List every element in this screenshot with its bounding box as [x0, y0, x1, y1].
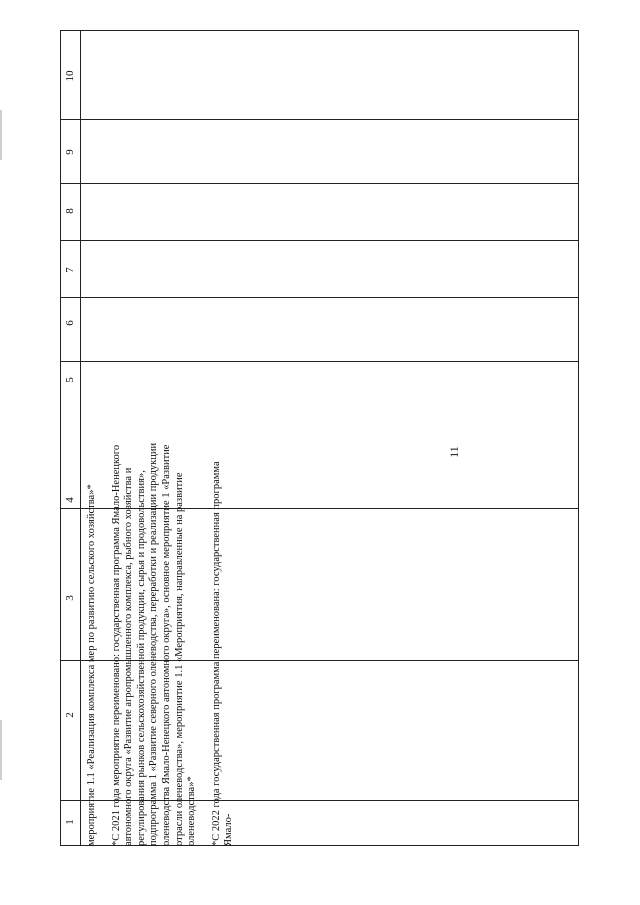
col-sep-6-7 — [60, 240, 579, 241]
col-sep-7-8 — [60, 183, 579, 184]
column-4-content — [86, 428, 236, 846]
column-4-paragraph-1: мероприятие 1.1 «Реализация комплекса мер по развитию сельского хозяйства»* — [86, 484, 97, 846]
scan-mark-top — [0, 110, 2, 160]
column-number-5: 5 — [64, 377, 76, 383]
table-border-top — [60, 30, 579, 31]
scan-mark-bottom — [0, 720, 2, 780]
col-sep-9-10 — [60, 30, 61, 31]
column-4-paragraph-2: *С 2021 года мероприятие переименовано: государственная программа Ямало-Ненецкого автономного округа «Развитие агропромышленного комплекса, рыбного хозяйства и регулирования рынков сельскохозяйственной продукции, сырья и продовольствия», подпрограмма 1 «Развитие северного оленеводства, переработки и реализации продукции оленеводства Ямало-Ненецкого автономного округа», основное мероприятие 1 «Развитие отрасли оленеводства», мероприятие 1.1 «Мероприятия, направленные на развитие оленеводства»* — [110, 442, 198, 846]
column-number-4: 4 — [64, 497, 76, 503]
column-4-paragraph-3: *С 2022 года государственная программа переименована: государственная программа Ямало- — [210, 461, 235, 846]
column-number-6: 6 — [64, 320, 76, 326]
column-number-2: 2 — [64, 712, 76, 718]
column-number-9: 9 — [64, 149, 76, 155]
header-divider — [80, 30, 81, 846]
column-number-10: 10 — [64, 70, 76, 82]
page-number: 11 — [447, 446, 461, 458]
column-number-3: 3 — [64, 595, 76, 601]
col-sep-4-5 — [60, 361, 579, 362]
col-sep-5-6 — [60, 297, 579, 298]
table-border-right — [578, 30, 579, 846]
column-number-1: 1 — [64, 819, 76, 825]
column-number-7: 7 — [64, 267, 76, 273]
col-sep-8-9 — [60, 119, 579, 120]
column-number-8: 8 — [64, 208, 76, 214]
